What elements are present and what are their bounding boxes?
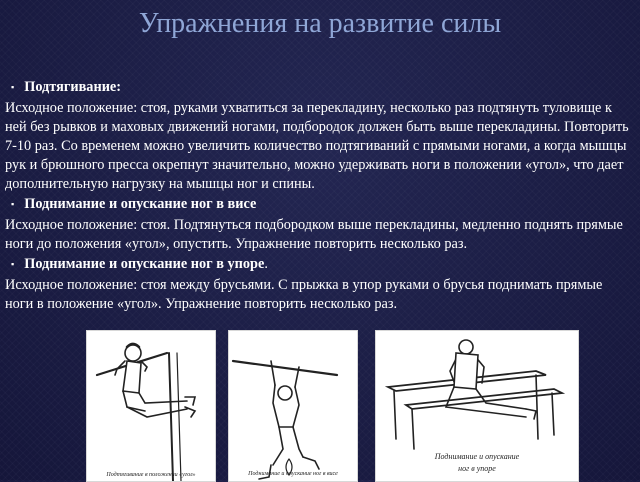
- section-text: Исходное положение: стоя, руками ухватиться за перекладину, несколько раз подтянуть туловище к ней без рывков и маховых движений ногами, подбородок должен быть выше перекладины. Повторить 7-10 раз. Со временем можно увеличить количество подтягиваний с прямыми ногами, а когда мышцы рук и брюшного пресса окрепнут значительно, можно удерживать ноги в положении «угол», что дает дополнительную нагрузку на мышцы ног и спины.: [5, 100, 629, 192]
- section-text: Исходное положение: стоя. Подтянуться подбородком выше перекладины, медленно поднять прямые ноги до положения «угол», опустить. Упражнение повторить несколько раз.: [5, 217, 623, 252]
- section-heading: Подтягивание:: [24, 79, 122, 95]
- pullup-l-sit-illustration: [87, 331, 215, 481]
- figure-caption: Подтягивание в положении «угол»: [106, 472, 196, 478]
- bullet-square-icon: ▪: [11, 199, 15, 209]
- hanging-leg-raise-illustration: [229, 331, 357, 481]
- figure-pullup-l-sit: [86, 330, 216, 482]
- figure-caption: Поднимание и опускание ног в висе: [248, 471, 338, 477]
- figure-parallel-bars-leg-raise: [375, 330, 579, 482]
- slide-content: [5, 78, 633, 315]
- bullet-support-leg-raise: [5, 255, 633, 275]
- section-heading: Поднимание и опускание ног в упоре: [24, 256, 265, 272]
- parallel-bars-illustration: [376, 331, 578, 481]
- bullet-square-icon: ▪: [11, 82, 15, 92]
- bullet-pullups: [5, 78, 633, 98]
- figure-caption-line1: Поднимание и опускание: [434, 452, 520, 461]
- section-text: Исходное положение: стоя между брусьями. С прыжка в упор руками о брусья поднимать прямые ноги в положение «угол». Упражнение повторить несколько раз.: [5, 277, 603, 312]
- slide-title: Упражнения на развитие силы: [138, 8, 502, 39]
- heading-suffix: .: [264, 256, 268, 272]
- figure-hanging-leg-raise: [228, 330, 358, 482]
- bullet-hang-leg-raise: [5, 195, 633, 215]
- figure-caption-line2: ног в упоре: [458, 464, 496, 473]
- section-heading: Поднимание и опускание ног в висе: [24, 196, 257, 212]
- bullet-square-icon: ▪: [11, 259, 15, 269]
